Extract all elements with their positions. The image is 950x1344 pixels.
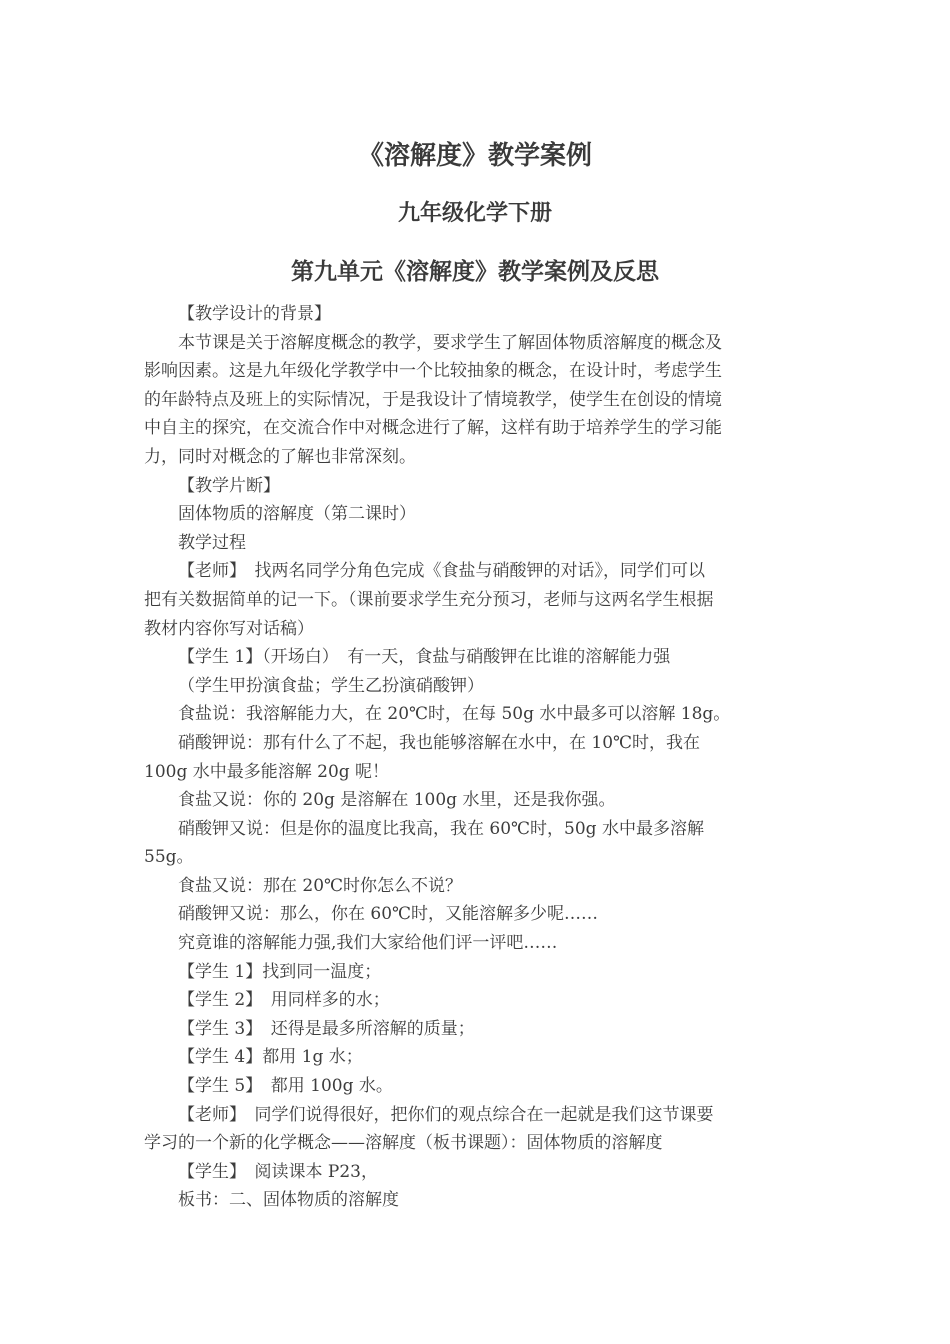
- paragraph-line: 硝酸钾又说：那么，你在 60℃时，又能溶解多少呢……: [178, 904, 599, 925]
- paragraph-line: 【教学设计的背景】: [178, 304, 331, 324]
- paragraph-line: 中自主的探究，在交流合作中对概念进行了解，这样有助于培养学生的学习能: [144, 418, 722, 439]
- paragraph-line: 【学生 1】找到同一温度；: [178, 961, 382, 982]
- paragraph-line: 【学生 1】（开场白） 有一天，食盐与硝酸钾在比谁的溶解能力强: [178, 647, 671, 668]
- paragraph-line: 【学生】 阅读课本 P23，: [178, 1161, 378, 1182]
- paragraph-line: 影响因素。这是九年级化学教学中一个比较抽象的概念，在设计时，考虑学生: [144, 361, 722, 382]
- paragraph-line: 【学生 2】 用同样多的水；: [178, 990, 390, 1011]
- paragraph-line: 究竟谁的溶解能力强,我们大家给他们评一评吧……: [178, 933, 558, 954]
- paragraph-line: 【老师】 找两名同学分角色完成《食盐与硝酸钾的对话》，同学们可以: [178, 561, 705, 582]
- paragraph-line: 55g。: [144, 847, 194, 868]
- document-subtitle: 九年级化学下册: [397, 201, 552, 226]
- paragraph-line: 【学生 3】 还得是最多所溶解的质量；: [178, 1018, 475, 1039]
- paragraph-line: 【学生 4】都用 1g 水；: [178, 1047, 363, 1068]
- paragraph-line: 学习的一个新的化学概念——溶解度（板书课题）：固体物质的溶解度: [144, 1133, 663, 1154]
- paragraph-line: 力，同时对概念的了解也非常深刻。: [144, 446, 416, 467]
- paragraph-line: 硝酸钾说：那有什么了不起，我也能够溶解在水中，在 10℃时，我在: [178, 732, 701, 753]
- paragraph-line: 食盐又说：你的 20g 是溶解在 100g 水里，还是我你强。: [178, 790, 616, 811]
- paragraph-line: 教材内容你写对话稿）: [144, 618, 314, 639]
- paragraph-line: 的年龄特点及班上的实际情况，于是我设计了情境教学，使学生在创设的情境: [144, 389, 722, 410]
- paragraph-line: 板书：二、固体物质的溶解度: [178, 1190, 399, 1211]
- paragraph-line: 100g 水中最多能溶解 20g 呢！: [144, 761, 390, 782]
- paragraph-line: 教学过程: [178, 532, 246, 553]
- paragraph-line: 食盐又说：那在 20℃时你怎么不说？: [178, 875, 463, 896]
- paragraph-line: 【学生 5】 都用 100g 水。: [178, 1076, 393, 1097]
- paragraph-line: 食盐说：我溶解能力大，在 20℃时，在每 50g 水中最多可以溶解 18g。: [178, 704, 731, 725]
- paragraph-line: 固体物质的溶解度（第二课时）: [178, 504, 416, 525]
- paragraph-line: 把有关数据简单的记一下。（课前要求学生充分预习，老师与这两名学生根据: [144, 589, 714, 610]
- paragraph-line: 【教学片断】: [178, 475, 280, 496]
- paragraph-line: （学生甲扮演食盐；学生乙扮演硝酸钾）: [178, 675, 484, 696]
- document-title: 《溶解度》教学案例: [357, 141, 592, 171]
- paragraph-line: 【老师】 同学们说得很好，把你们的观点综合在一起就是我们这节课要: [178, 1104, 714, 1125]
- paragraph-line: 硝酸钾又说：但是你的温度比我高，我在 60℃时，50g 水中最多溶解: [178, 818, 704, 839]
- document-body: [144, 300, 804, 1215]
- paragraph-line: 本节课是关于溶解度概念的教学，要求学生了解固体物质溶解度的概念及: [178, 332, 722, 353]
- document-heading: 第九单元《溶解度》教学案例及反思: [291, 259, 659, 285]
